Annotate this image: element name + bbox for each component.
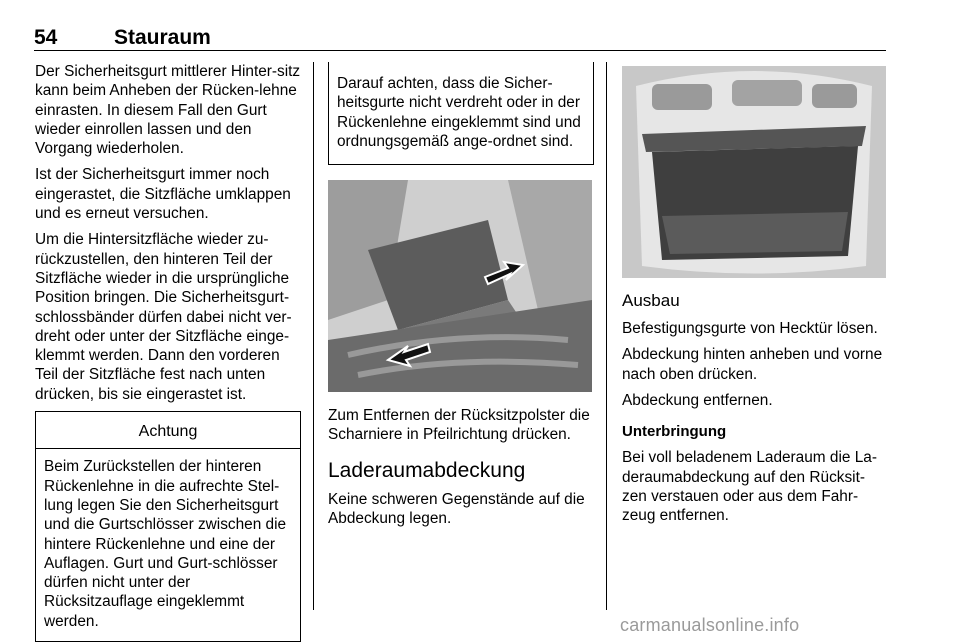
warning-box [35,411,301,642]
page-header [34,20,886,51]
note-box [328,62,594,165]
paragraph: Ist der Sicherheitsgurt immer noch eingerastet, die Sitzfläche umklappen und es erneut versuchen. [35,166,291,223]
section-heading: Laderaumabdeckung [328,458,526,482]
step-text: Abdeckung hinten anheben und vorne nach oben drücken. [622,346,883,383]
rear-seat-illustration [328,180,592,392]
cargo-area-illustration [622,66,886,278]
cargo-cover-photo [622,66,886,278]
section-heading: Ausbau [622,291,680,310]
column-divider-2 [606,62,607,610]
column-divider-1 [313,62,314,610]
warning-text: Beim Zurückstellen der hinteren Rückenlehne in die aufrechte Stel-lung legen Sie den Sicherheitsgurt und die Gurtschlösser zwischen die hintere Rückenlehne und eine der Auflagen. Gurt und Gurt-schlösser dürfen nicht unter der Rücksitzauflage eingeklemmt werden. [44,458,287,630]
rear-seat-hinge-photo [328,180,592,392]
page-number: 54 [34,26,58,49]
subheading: Unterbringung [622,423,727,441]
warning-title: Achtung [36,412,300,449]
paragraph: Der Sicherheitsgurt mittlerer Hinter-sitz kann beim Anheben der Rücken-lehne einrasten. In diesem Fall den Gurt wieder einrollen lassen und den Vorgang wiederholen. [35,63,301,158]
note-text: Darauf achten, dass die Sicher-heitsgurte nicht verdreht oder in der Rückenlehne eingeklemmt sind und ordnungsgemäß ange-ordnet sind. [337,75,581,150]
paragraph: Bei voll beladenem Laderaum die La-deraumabdeckung auf den Rücksit-zen verstauen oder aus dem Fahr-zeug entfernen. [622,449,877,525]
step-text: Abdeckung entfernen. [622,391,773,409]
paragraph: Um die Hintersitzfläche wieder zu-rückzustellen, den hinteren Teil der Sitzfläche wieder in die ursprüngliche Position bringen. Die Sicherheitsgurt-schlossbänder dürfen dabei nicht ver-dreht oder unter der Sitzfläche einge-klemmt werden. Dann den vorderen Teil der Sitzfläche fest nach unten drücken, bis sie eingerastet ist. [35,231,292,403]
watermark: carmanualsonline.info [620,615,800,635]
page-title: Stauraum [114,26,211,49]
step-text: Befestigungsgurte von Hecktür lösen. [622,320,878,337]
paragraph: Keine schweren Gegenstände auf die Abdeckung legen. [328,490,585,527]
photo-caption: Zum Entfernen der Rücksitzpolster die Scharniere in Pfeilrichtung drücken. [328,407,590,444]
column-left [35,62,301,642]
